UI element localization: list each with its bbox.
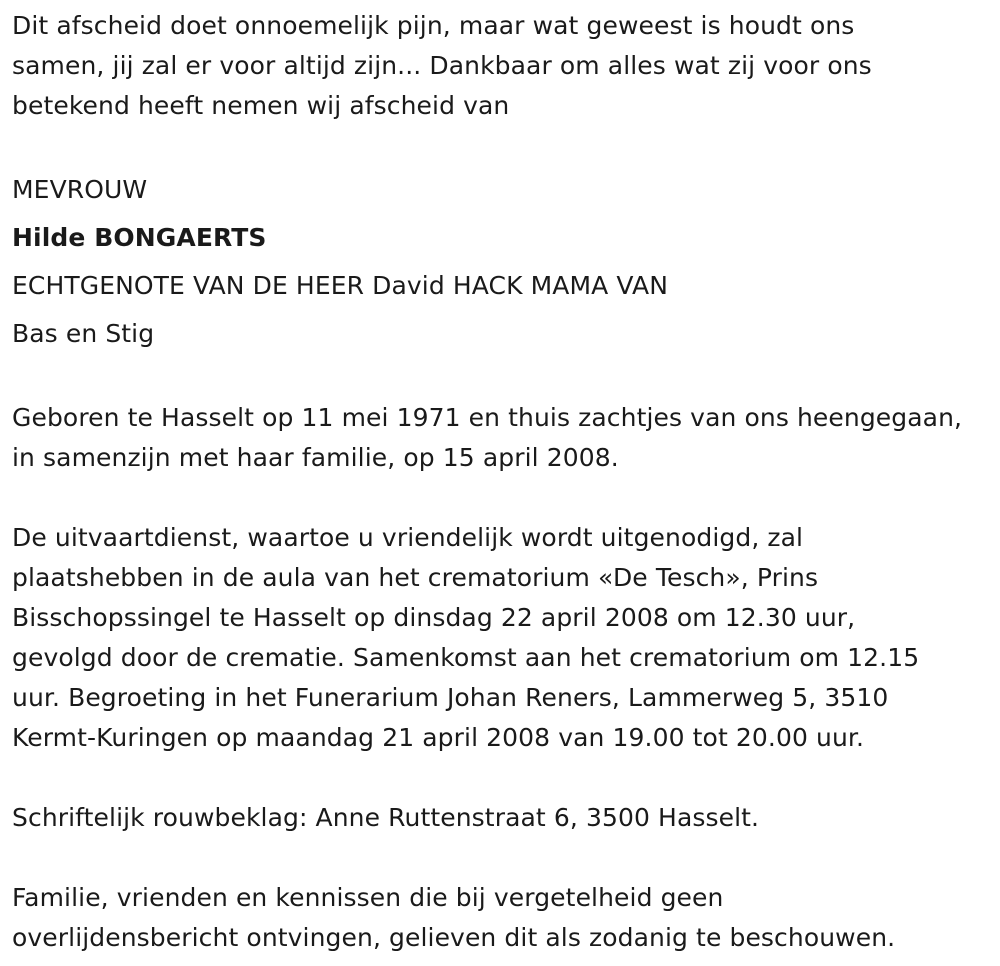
spacer <box>12 758 992 798</box>
funeral-line: plaatshebben in de aula van het crematorium «De Tesch», Prins <box>12 563 819 592</box>
birth-paragraph <box>12 398 992 478</box>
funeral-line: Kermt-Kuringen op maandag 21 april 2008 van 19.00 tot 20.00 uur. <box>12 723 865 752</box>
funeral-line: gevolgd door de crematie. Samenkomst aan het crematorium om 12.15 <box>12 643 920 672</box>
funeral-paragraph <box>12 518 992 758</box>
spacer <box>12 838 992 878</box>
closing-line: Familie, vrienden en kennissen die bij vergetelheid geen <box>12 883 724 912</box>
person-title: MEVROUW <box>12 175 148 204</box>
spacer <box>12 358 992 398</box>
spacer <box>12 126 992 166</box>
intro-paragraph <box>12 6 992 126</box>
person-block <box>12 166 992 358</box>
funeral-line: De uitvaartdienst, waartoe u vriendelijk wordt uitgenodigd, zal <box>12 523 804 552</box>
obituary-document <box>12 6 992 958</box>
funeral-line: Bisschopssingel te Hasselt op dinsdag 22 april 2008 om 12.30 uur, <box>12 603 856 632</box>
closing-line: overlijdensbericht ontvingen, gelieven dit als zodanig te beschouwen. <box>12 923 896 952</box>
intro-line: samen, jij zal er voor altijd zijn... Dankbaar om alles wat zij voor ons <box>12 51 872 80</box>
intro-line: Dit afscheid doet onnoemelijk pijn, maar wat geweest is houdt ons <box>12 11 855 40</box>
person-name: Hilde BONGAERTS <box>12 223 267 252</box>
person-relation: ECHTGENOTE VAN DE HEER David HACK MAMA VAN <box>12 271 669 300</box>
condolence-line: Schriftelijk rouwbeklag: Anne Ruttenstraat 6, 3500 Hasselt. <box>12 803 760 832</box>
spacer <box>12 478 992 518</box>
funeral-line: uur. Begroeting in het Funerarium Johan Reners, Lammerweg 5, 3510 <box>12 683 889 712</box>
intro-line: betekend heeft nemen wij afscheid van <box>12 91 510 120</box>
birth-line: in samenzijn met haar familie, op 15 april 2008. <box>12 443 619 472</box>
person-children: Bas en Stig <box>12 319 155 348</box>
closing-paragraph <box>12 878 992 958</box>
birth-line: Geboren te Hasselt op 11 mei 1971 en thuis zachtjes van ons heengegaan, <box>12 403 963 432</box>
